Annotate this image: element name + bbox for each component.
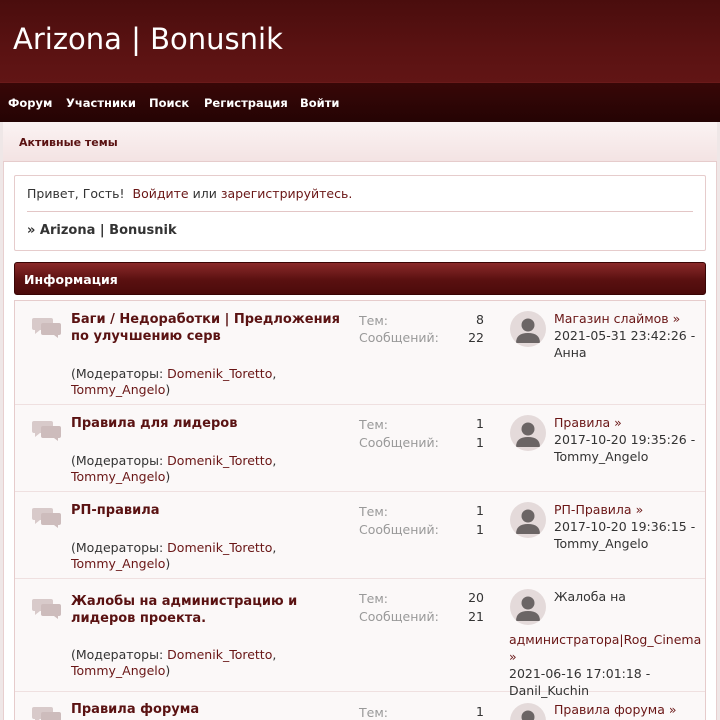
user-silhouette-icon bbox=[510, 589, 546, 625]
last-post-link[interactable]: Правила bbox=[554, 415, 611, 430]
goto-last-icon[interactable]: » bbox=[672, 311, 681, 326]
moderator-link[interactable]: Domenik_Toretto bbox=[167, 453, 273, 468]
posts-count: 1 bbox=[476, 435, 484, 450]
forum-moderators bbox=[71, 540, 346, 571]
last-post-author: Tommy_Angelo bbox=[554, 536, 649, 551]
nav-members[interactable]: Участники bbox=[66, 96, 136, 110]
goto-last-icon[interactable]: » bbox=[614, 415, 622, 430]
moderators-end: ) bbox=[165, 381, 171, 397]
forum-read-icon bbox=[31, 596, 63, 620]
topics-count: 20 bbox=[468, 590, 484, 605]
forum-title[interactable]: РП-правила bbox=[71, 503, 160, 518]
moderator-link[interactable]: Domenik_Toretto bbox=[167, 366, 273, 381]
dash: - bbox=[645, 666, 651, 681]
site-title[interactable]: Arizona | Bonusnik bbox=[13, 22, 283, 56]
forum-list bbox=[14, 300, 706, 720]
dash: - bbox=[690, 328, 696, 343]
topics-label: Тем: bbox=[359, 417, 388, 432]
forum-read-icon bbox=[31, 704, 63, 720]
moderators-label: (Модераторы: bbox=[71, 540, 164, 555]
avatar[interactable] bbox=[510, 311, 546, 347]
moderators-end: ) bbox=[165, 468, 171, 484]
forum-title[interactable]: Баги / Недоработки | Предложения по улучшению серв bbox=[71, 312, 341, 344]
forum-moderators bbox=[71, 647, 346, 678]
login-link[interactable]: Войдите bbox=[132, 186, 189, 201]
posts-label: Сообщений: bbox=[359, 330, 439, 345]
posts-label: Сообщений: bbox=[359, 435, 439, 450]
forum-row bbox=[15, 692, 705, 720]
topics-count: 1 bbox=[476, 503, 484, 518]
last-post-link[interactable]: администратора|Rog_Cinema bbox=[509, 632, 702, 647]
subnav-bar bbox=[3, 122, 717, 162]
goto-last-icon[interactable]: » bbox=[635, 502, 644, 517]
moderators-label: (Модераторы: bbox=[71, 647, 164, 662]
forum-moderators bbox=[71, 366, 346, 397]
topics-label: Тем: bbox=[359, 504, 388, 519]
moderators-separator: , bbox=[272, 647, 277, 662]
goto-last-icon[interactable]: » bbox=[509, 649, 517, 664]
last-post bbox=[554, 501, 704, 552]
topics-label: Тем: bbox=[359, 313, 388, 328]
topics-label: Тем: bbox=[359, 705, 388, 720]
moderators-separator: , bbox=[272, 366, 277, 381]
forum-title[interactable]: Жалобы на администрацию и лидеров проекта. bbox=[71, 594, 298, 626]
last-post-author: Tommy_Angelo bbox=[554, 449, 649, 464]
breadcrumb[interactable]: » Arizona | Bonusnik bbox=[27, 223, 177, 238]
forum-read-icon bbox=[31, 315, 63, 339]
last-post-date: 2017-10-20 19:36:15 bbox=[554, 519, 687, 534]
posts-label: Сообщений: bbox=[359, 609, 439, 624]
forum-title[interactable]: Правила для лидеров bbox=[71, 416, 238, 431]
moderators-label: (Модераторы: bbox=[71, 366, 164, 381]
forum-row bbox=[15, 492, 705, 579]
moderators-separator: , bbox=[272, 453, 277, 468]
forum-title[interactable]: Правила форума bbox=[71, 702, 200, 717]
forum-moderators bbox=[71, 453, 346, 484]
moderators-label: (Модераторы: bbox=[71, 453, 164, 468]
category-header bbox=[14, 262, 706, 295]
category-title[interactable]: Информация bbox=[24, 272, 118, 287]
greeting-or: или bbox=[192, 186, 217, 201]
nav-forum[interactable]: Форум bbox=[8, 96, 53, 110]
last-post-link[interactable]: Правила форума bbox=[554, 702, 665, 717]
last-post bbox=[554, 310, 704, 361]
avatar[interactable] bbox=[510, 589, 546, 625]
avatar[interactable] bbox=[510, 703, 546, 720]
avatar[interactable] bbox=[510, 502, 546, 538]
site-header bbox=[0, 0, 720, 82]
moderator-link[interactable]: Tommy_Angelo bbox=[71, 662, 166, 678]
forum-read-icon bbox=[31, 418, 63, 442]
avatar[interactable] bbox=[510, 415, 546, 451]
nav-login[interactable]: Войти bbox=[300, 96, 340, 110]
dash: - bbox=[690, 432, 696, 447]
topics-label: Тем: bbox=[359, 591, 388, 606]
topics-count: 1 bbox=[476, 704, 484, 719]
moderators-end: ) bbox=[165, 555, 171, 571]
last-post-date: 2017-10-20 19:35:26 bbox=[554, 432, 687, 447]
divider bbox=[27, 211, 693, 212]
moderator-link[interactable]: Tommy_Angelo bbox=[71, 381, 166, 397]
posts-count: 22 bbox=[468, 330, 484, 345]
dash: - bbox=[690, 519, 696, 534]
last-post-link[interactable]: Жалоба на bbox=[554, 589, 626, 604]
topics-count: 1 bbox=[476, 416, 484, 431]
nav-search[interactable]: Поиск bbox=[149, 96, 190, 110]
last-post-author: Анна bbox=[554, 345, 587, 360]
moderator-link[interactable]: Domenik_Toretto bbox=[167, 647, 273, 662]
posts-count: 1 bbox=[476, 522, 484, 537]
last-post-date: 2021-06-16 17:01:18 bbox=[509, 666, 642, 681]
last-post bbox=[509, 631, 705, 699]
last-post-author: Danil_Kuchin bbox=[509, 683, 590, 698]
topics-count: 8 bbox=[476, 312, 484, 327]
greeting-hello: Привет, Гость! bbox=[27, 186, 125, 201]
moderator-link[interactable]: Tommy_Angelo bbox=[71, 468, 166, 484]
posts-count: 21 bbox=[468, 609, 484, 624]
user-silhouette-icon bbox=[510, 703, 546, 720]
forum-read-icon bbox=[31, 505, 63, 529]
last-post bbox=[554, 414, 704, 465]
last-post-link[interactable]: Магазин слаймов bbox=[554, 311, 669, 326]
moderator-link[interactable]: Domenik_Toretto bbox=[167, 540, 273, 555]
moderators-end: ) bbox=[165, 662, 171, 678]
forum-row bbox=[15, 405, 705, 492]
greeting-text bbox=[27, 186, 352, 201]
last-post-date: 2021-05-31 23:42:26 bbox=[554, 328, 687, 343]
moderators-separator: , bbox=[272, 540, 277, 555]
greeting-box bbox=[14, 175, 706, 251]
forum-row bbox=[15, 301, 705, 405]
active-topics-link[interactable]: Активные темы bbox=[19, 136, 118, 149]
last-post-link[interactable]: РП-Правила bbox=[554, 502, 632, 517]
posts-label: Сообщений: bbox=[359, 522, 439, 537]
nav-register[interactable]: Регистрация bbox=[204, 96, 288, 110]
register-link[interactable]: зарегистрируйтесь. bbox=[220, 186, 353, 201]
last-post bbox=[554, 701, 704, 718]
user-silhouette-icon bbox=[510, 502, 546, 538]
goto-last-icon[interactable]: » bbox=[668, 702, 677, 717]
user-silhouette-icon bbox=[510, 415, 546, 451]
moderator-link[interactable]: Tommy_Angelo bbox=[71, 555, 166, 571]
forum-row bbox=[15, 579, 705, 698]
main-navbar bbox=[0, 82, 720, 122]
user-silhouette-icon bbox=[510, 311, 546, 347]
